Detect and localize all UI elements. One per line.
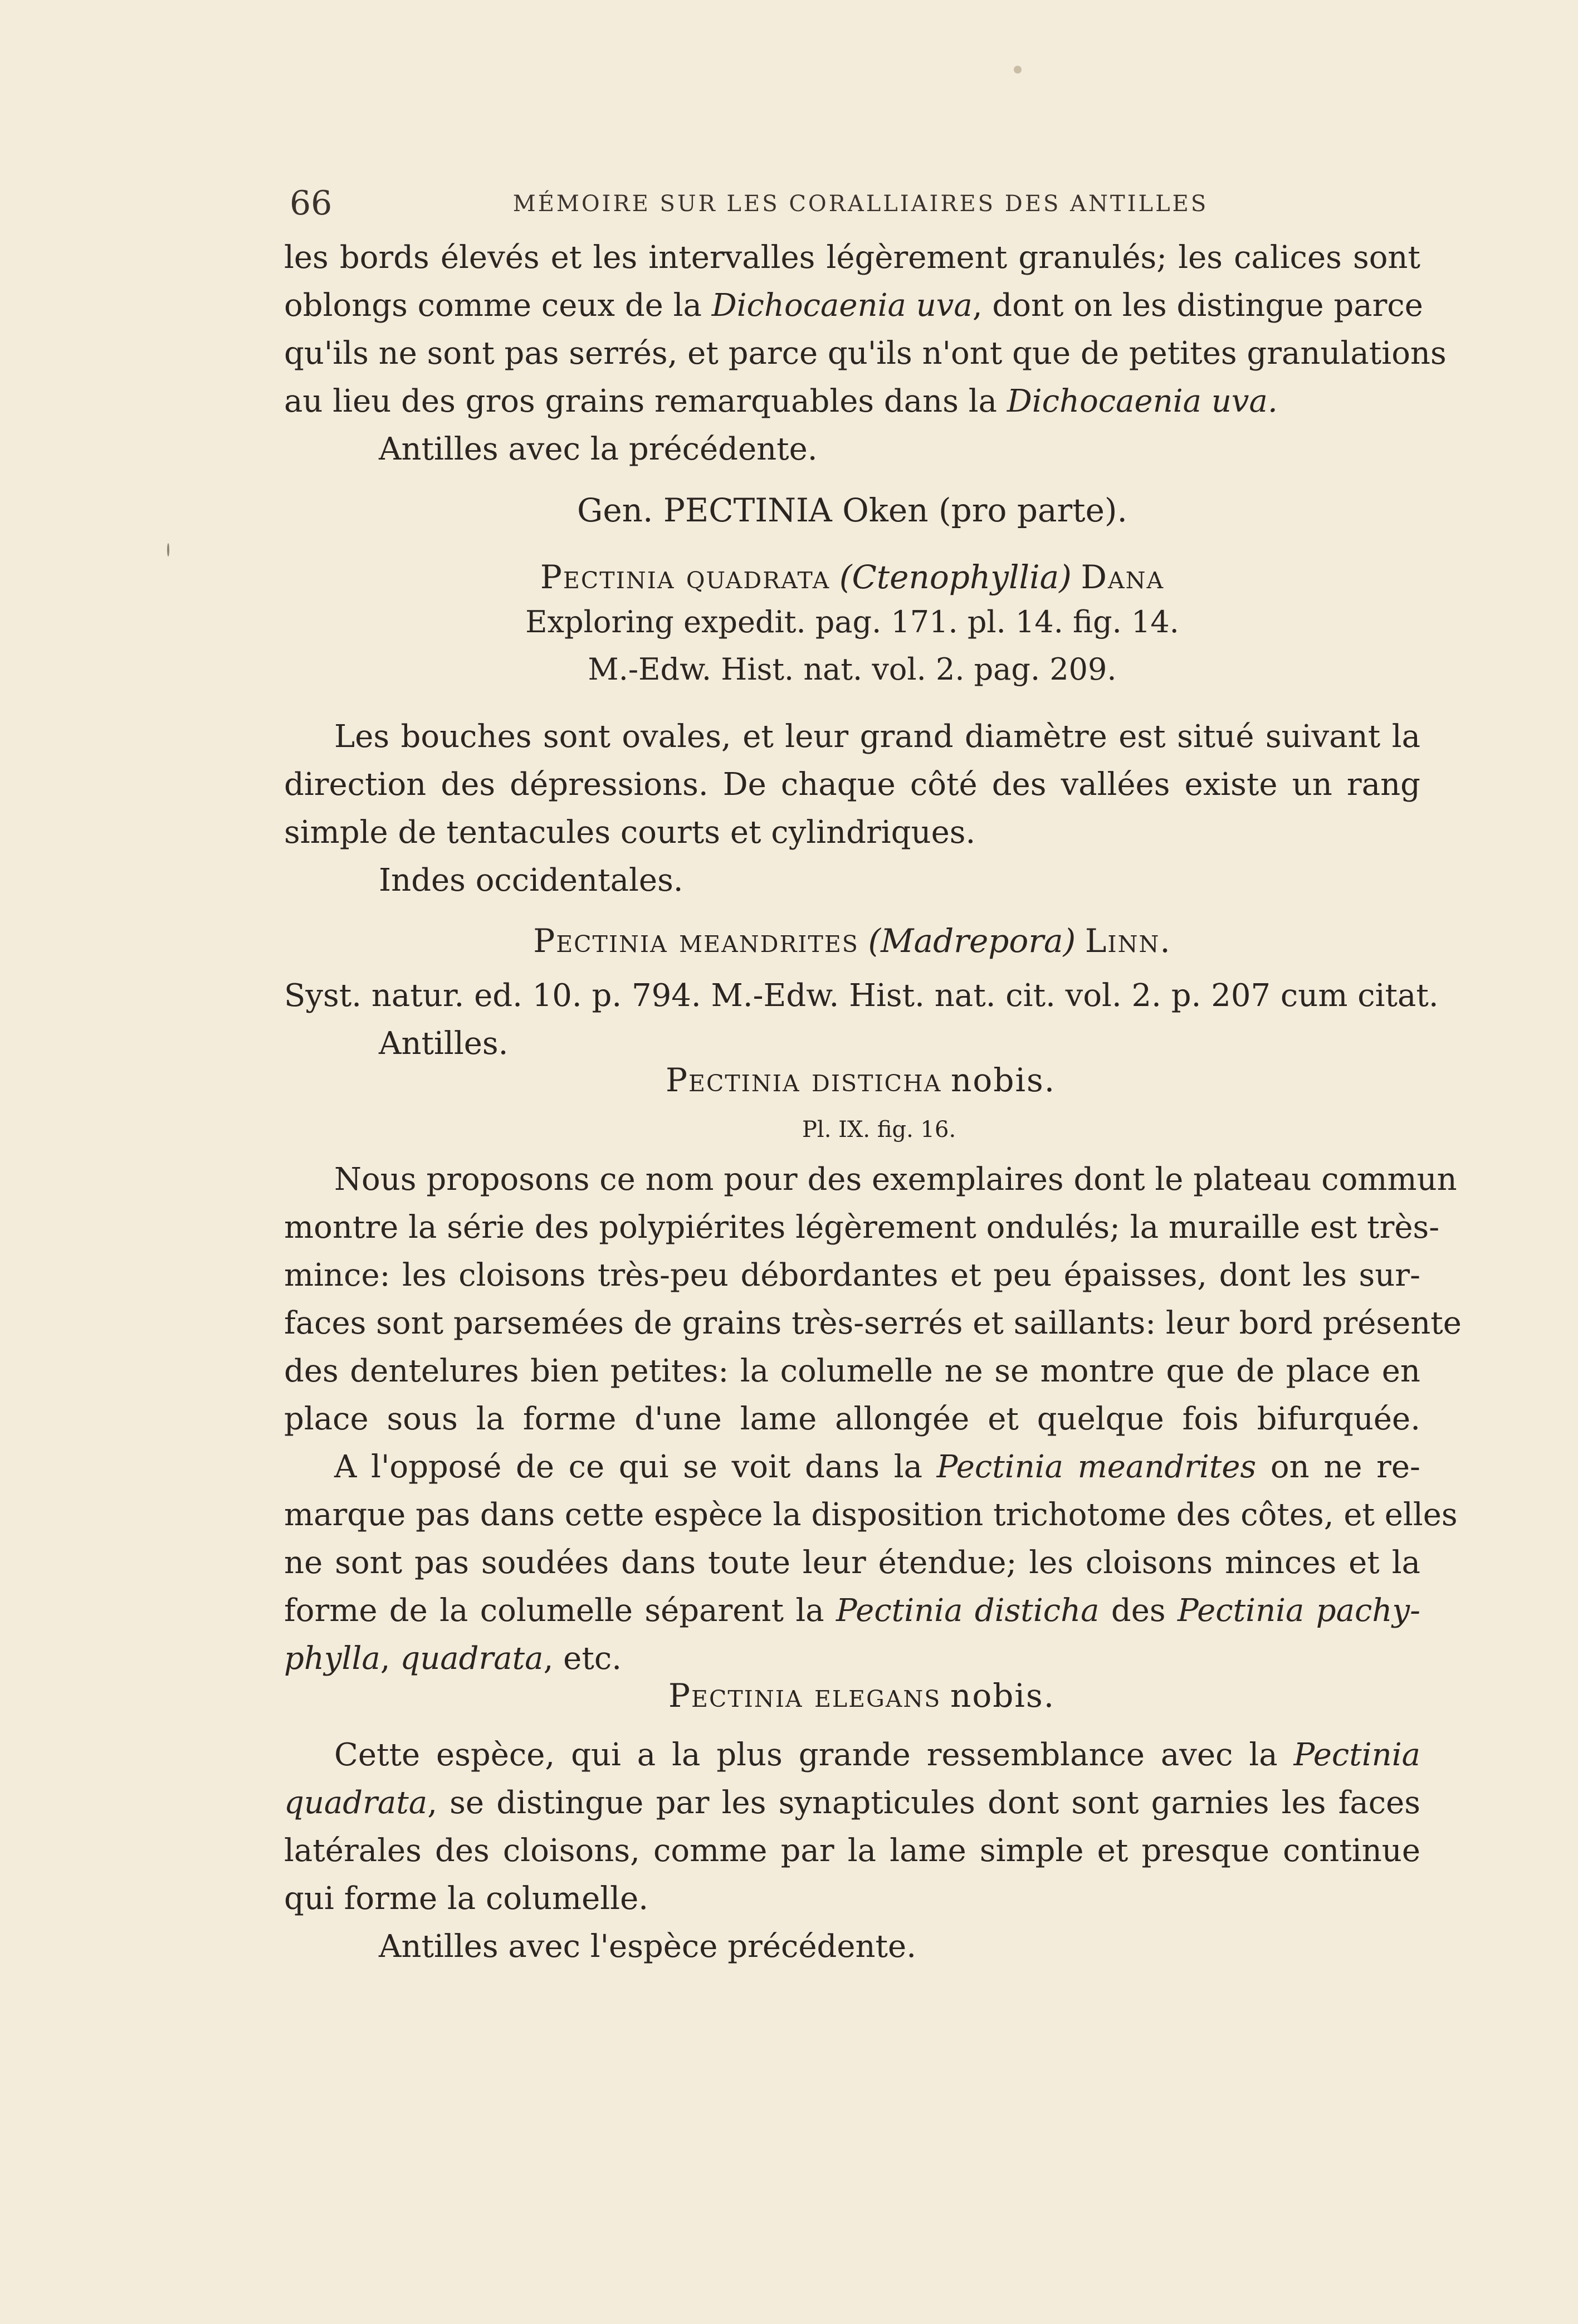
text-line: Cette espèce, qui a la plus grande ressemblance avec la Pectinia: [334, 1737, 1420, 1773]
text-line: quadrata, se distingue par les synapticules dont sont garnies les faces: [284, 1785, 1420, 1821]
reference-line: Exploring expedit. pag. 171. pl. 14. fig. 14.: [525, 604, 1179, 639]
text-line: montre la série des polypiérites légèrement ondulés; la muraille est très-: [284, 1209, 1440, 1246]
text-line: A l'opposé de ce qui se voit dans la Pectinia meandrites on ne re-: [334, 1449, 1420, 1485]
text-line: les bords élevés et les intervalles légèrement granulés; les calices sont: [284, 240, 1420, 276]
text-line: au lieu des gros grains remarquables dans la Dichocaenia uva.: [284, 383, 1278, 419]
text-line: Nous proposons ce nom pour des exemplaires dont le plateau commun: [334, 1161, 1457, 1198]
text-line: direction des dépressions. De chaque côté des vallées existe un rang: [284, 766, 1420, 803]
text-line: des dentelures bien petites: la columelle ne se montre que de place en: [284, 1353, 1420, 1389]
text-line: qu'ils ne sont pas serrés, et parce qu'ils n'ont que de petites granulations: [284, 335, 1447, 372]
species-description: [284, 1731, 1420, 1971]
text-line: Indes occidentales.: [379, 862, 683, 899]
text-line: Antilles avec la précédente.: [379, 431, 818, 467]
species-description: [284, 713, 1420, 905]
reference-line: M.-Edw. Hist. nat. vol. 2. pag. 209.: [588, 652, 1117, 687]
taxon-name: Dichocaenia uva.: [1007, 383, 1278, 419]
text-line: Antilles avec l'espèce précédente.: [379, 1928, 916, 1965]
taxon-name: Dichocaenia uva: [711, 287, 973, 324]
paper-speck: [1014, 66, 1022, 74]
text-line: oblongs comme ceux de la Dichocaenia uva, dont on les distingue parce: [284, 287, 1423, 324]
species-heading: Pectinia quadrata (Ctenophyllia) Dana: [540, 558, 1165, 596]
text-line: latérales des cloisons, comme par la lame simple et presque continue: [284, 1833, 1420, 1869]
species-heading: Pectinia elegans nobis.: [668, 1677, 1056, 1715]
species-reference: [284, 972, 1439, 1068]
genus-heading: Gen. PECTINIA Oken (pro parte).: [577, 491, 1127, 529]
species-heading: Pectinia meandrites (Madrepora) Linn.: [533, 922, 1171, 960]
text-line: ne sont pas soudées dans toute leur étendue; les cloisons minces et la: [284, 1545, 1420, 1581]
taxon-name: Pectinia: [1293, 1737, 1420, 1773]
taxon-name: quadrata: [400, 1641, 544, 1677]
text-line: place sous la forme d'une lame allongée et quelque fois bifurquée.: [284, 1401, 1420, 1437]
reference-line: Syst. natur. ed. 10. p. 794. M.-Edw. Hist. nat. cit. vol. 2. p. 207 cum citat.: [284, 978, 1439, 1014]
text-line: forme de la columelle séparent la Pectinia disticha des Pectinia pachy-: [284, 1593, 1421, 1629]
text-line: marque pas dans cette espèce la disposition trichotome des côtes, et elles: [284, 1497, 1458, 1533]
species-heading: Pectinia disticha nobis.: [666, 1061, 1056, 1099]
page-number: 66: [290, 184, 333, 223]
species-description: [284, 1156, 1462, 1683]
taxon-name: phylla: [284, 1641, 380, 1677]
taxon-name: Pectinia disticha: [836, 1593, 1100, 1629]
intro-paragraph: [284, 234, 1447, 473]
locality-line: Antilles.: [379, 1026, 509, 1062]
text-line: qui forme la columelle.: [284, 1881, 649, 1917]
text-line: mince: les cloisons très-peu débordantes et peu épaisses, dont les sur-: [284, 1257, 1420, 1293]
text-line: faces sont parsemées de grains très-serrés et saillants: leur bord présente: [284, 1305, 1462, 1341]
plate-reference: Pl. IX. fig. 16.: [802, 1117, 956, 1143]
running-title: MÉMOIRE SUR LES CORALLIAIRES DES ANTILLES: [512, 191, 1209, 217]
text-line: phylla, quadrata, etc.: [284, 1641, 622, 1677]
margin-mark: [167, 543, 169, 556]
taxon-name: quadrata: [284, 1785, 428, 1821]
taxon-name: Pectinia meandrites: [936, 1449, 1257, 1485]
text-line: simple de tentacules courts et cylindriques.: [284, 814, 976, 851]
text-line: Les bouches sont ovales, et leur grand diamètre est situé suivant la: [334, 719, 1420, 755]
taxon-name: Pectinia pachy-: [1177, 1593, 1421, 1629]
